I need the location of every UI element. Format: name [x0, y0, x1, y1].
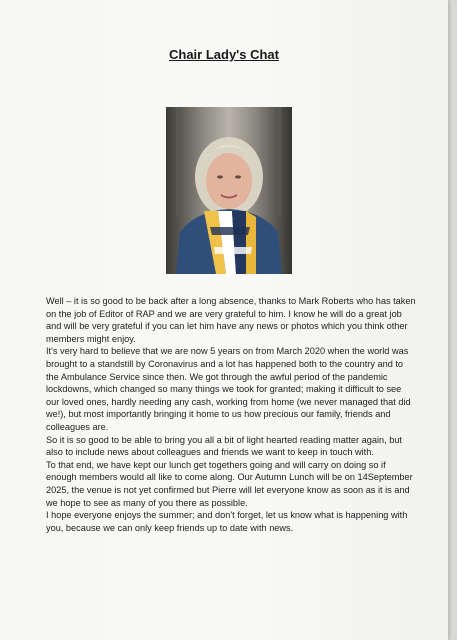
paragraph: I hope everyone enjoys the summer; and don't forget, let us know what is happening with you, because we can only keep friends up to date with news. — [46, 510, 408, 533]
paragraph: To that end, we have kept our lunch get togethers going and will carry on doing so if enough members would all like to come along. Our Autumn Lunch will be on 14September 2025, the venue is not yet confirmed but Pierre will let everyone know as soon as it is and we hope to see as many of you there as possible. — [46, 459, 413, 508]
paragraph: It's very hard to believe that we are now 5 years on from March 2020 when the world was brought to a standstill by Coronavirus and a lot has happened both to the country and to the Ambulance Service since then. We got through the awful period of the pandemic lockdowns, which changed so many things we took for granted; making it difficult to see our loved ones, hardly needing any cash, working from home (we never managed that did we!), but most importantly bringing it home to us how precious our family, friends and colleagues are. — [46, 346, 411, 432]
paragraph: So it is so good to be able to bring you all a bit of light hearted reading matter again, but also to include news about colleagues and friends we want to keep in touch with. — [46, 434, 402, 458]
article-body — [46, 295, 416, 534]
page-title: Chair Lady's Chat — [168, 47, 279, 62]
portrait-photo — [166, 107, 292, 274]
paragraph: Well – it is so good to be back after a long absence, thanks to Mark Roberts who has taken on the job of Editor of RAP and we are very grateful to him. I know he will do a great job and will be very grateful if you can let him have any news or photos which you think other members might enjoy. — [46, 296, 416, 344]
